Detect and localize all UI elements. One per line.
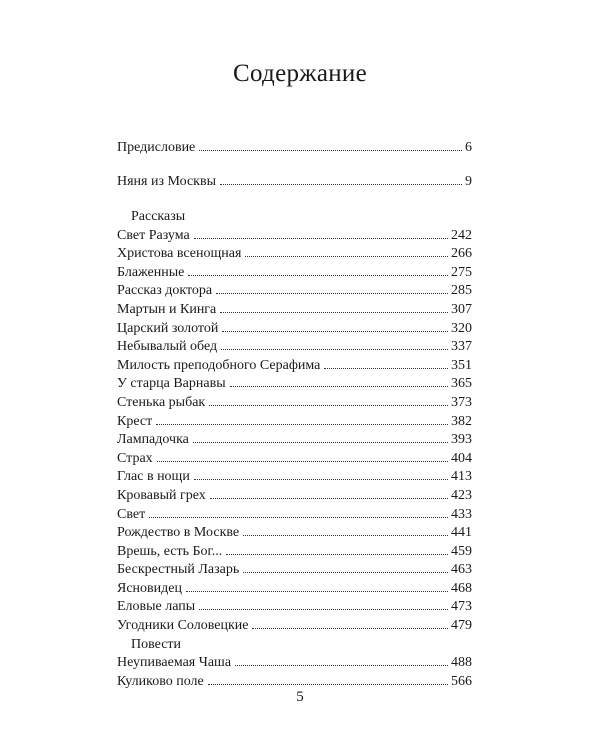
- toc-row: [117, 338, 472, 357]
- toc-row: [117, 468, 472, 487]
- toc-row: [117, 487, 472, 506]
- toc-entry-title: Стенька рыбак: [117, 394, 206, 410]
- toc-entry-title: Еловые лапы: [117, 599, 196, 615]
- toc-entry-title: Милость преподобного Серафима: [117, 357, 321, 373]
- toc-leader-dots: [208, 684, 448, 685]
- toc-row: [117, 139, 472, 158]
- toc-row: [117, 245, 472, 264]
- toc-row: [117, 543, 472, 562]
- toc-entry-page: 413: [451, 469, 472, 485]
- toc-row: [117, 282, 472, 301]
- toc-entry-title: Страх: [117, 450, 153, 466]
- toc-row: [117, 264, 472, 283]
- toc-row: [117, 506, 472, 525]
- toc-leader-dots: [157, 461, 448, 462]
- toc-row: [117, 320, 472, 339]
- toc-entry-title: Няня из Москвы: [117, 174, 216, 189]
- section-label-stories: Рассказы: [131, 209, 186, 224]
- toc-entry-preface: [117, 139, 472, 158]
- toc-row: [117, 450, 472, 469]
- toc-entry-page: 488: [451, 655, 472, 671]
- toc-leader-dots: [220, 184, 462, 185]
- toc-row: [117, 580, 472, 599]
- toc-entry-page: 6: [465, 140, 472, 155]
- toc-row: [117, 598, 472, 617]
- toc-leader-dots: [199, 150, 462, 151]
- toc-entry-page: 441: [451, 525, 472, 541]
- toc-entry-page: 404: [451, 450, 472, 466]
- toc-leader-dots: [156, 424, 448, 425]
- toc-entry-title: Царский золотой: [117, 320, 219, 336]
- toc-entry-page: 473: [451, 599, 472, 615]
- toc-entry-page: 242: [451, 227, 472, 243]
- toc-entry-page: 479: [451, 618, 472, 634]
- toc-leader-dots: [324, 368, 448, 369]
- toc-row: [117, 375, 472, 394]
- toc-entry-page: 382: [451, 413, 472, 429]
- toc-entry-page: 351: [451, 357, 472, 373]
- toc-row: [117, 431, 472, 450]
- toc-entry-title: Предисловие: [117, 140, 196, 155]
- toc-entry-nanny: [117, 173, 472, 192]
- toc-entry-title: Небывалый обед: [117, 339, 218, 355]
- toc-leader-dots: [221, 349, 448, 350]
- toc-row: [117, 654, 472, 673]
- toc-entry-title: Блаженные: [117, 264, 185, 280]
- toc-row: [117, 173, 472, 192]
- toc-leader-dots: [194, 238, 448, 239]
- toc-leader-dots: [243, 572, 448, 573]
- toc-row: [117, 357, 472, 376]
- toc-leader-dots: [235, 665, 448, 666]
- toc-row: [117, 561, 472, 580]
- toc-leader-dots: [149, 517, 448, 518]
- toc-entry-page: 365: [451, 376, 472, 392]
- toc-entry-title: Свет Разума: [117, 227, 190, 243]
- toc-entry-page: 320: [451, 320, 472, 336]
- toc-entry-title: Кровавый грех: [117, 487, 206, 503]
- toc-entry-title: Рассказ доктора: [117, 283, 213, 299]
- toc-entry-page: 275: [451, 264, 472, 280]
- toc-entry-page: 459: [451, 543, 472, 559]
- toc-entry-title: Куликово поле: [117, 673, 204, 689]
- toc-entry-page: 566: [451, 673, 472, 689]
- toc-leader-dots: [252, 628, 448, 629]
- toc-row: [117, 227, 472, 246]
- toc-leader-dots: [226, 554, 448, 555]
- toc-leader-dots: [209, 405, 448, 406]
- toc-row: [117, 413, 472, 432]
- toc-leader-dots: [230, 386, 448, 387]
- toc-entry-page: 433: [451, 506, 472, 522]
- toc-entry-title: Крест: [117, 413, 153, 429]
- toc-leader-dots: [222, 331, 448, 332]
- toc-entry-title: Ясновидец: [117, 580, 182, 596]
- toc-entry-title: У старца Варнавы: [117, 376, 226, 392]
- toc-entry-page: 266: [451, 246, 472, 262]
- toc-entry-page: 9: [465, 174, 472, 189]
- toc-leader-dots: [210, 498, 448, 499]
- toc-entry-page: 468: [451, 580, 472, 596]
- toc-entry-title: Мартын и Кинга: [117, 301, 217, 317]
- page-title: Содержание: [233, 60, 367, 87]
- toc-leader-dots: [199, 609, 448, 610]
- toc-entry-title: Рождество в Москве: [117, 525, 240, 541]
- toc-leader-dots: [245, 256, 448, 257]
- toc-leader-dots: [216, 293, 448, 294]
- toc-entry-title: Врешь, есть Бог...: [117, 543, 223, 559]
- section-label-tales: Повести: [131, 636, 182, 652]
- toc-entry-title: Глас в нощи: [117, 469, 190, 485]
- toc-leader-dots: [186, 591, 448, 592]
- toc-entry-title: Христова всенощная: [117, 246, 242, 262]
- toc-row: [117, 617, 472, 636]
- toc-entry-page: 393: [451, 432, 472, 448]
- toc-entry-title: Свет: [117, 506, 146, 522]
- toc-stories-section: [117, 208, 472, 691]
- toc-entry-title: Неупиваемая Чаша: [117, 655, 232, 671]
- toc-entry-page: 463: [451, 562, 472, 578]
- toc-entry-title: Лампадочка: [117, 432, 189, 448]
- toc-entry-page: 285: [451, 283, 472, 299]
- toc-entry-page: 307: [451, 301, 472, 317]
- toc-leader-dots: [243, 535, 448, 536]
- toc-row: [117, 301, 472, 320]
- toc-leader-dots: [188, 275, 448, 276]
- page-number: 5: [296, 689, 304, 705]
- toc-leader-dots: [193, 442, 448, 443]
- toc-leader-dots: [220, 312, 448, 313]
- toc-entry-title: Бескрестный Лазарь: [117, 562, 240, 578]
- tales-list: [117, 654, 472, 691]
- toc-entry-page: 373: [451, 394, 472, 410]
- toc-entry-page: 337: [451, 339, 472, 355]
- toc-entry-page: 423: [451, 487, 472, 503]
- toc-row: [117, 394, 472, 413]
- toc-row: [117, 524, 472, 543]
- toc-leader-dots: [194, 479, 448, 480]
- stories-list: [117, 227, 472, 636]
- toc-entry-title: Угодники Соловецкие: [117, 618, 249, 634]
